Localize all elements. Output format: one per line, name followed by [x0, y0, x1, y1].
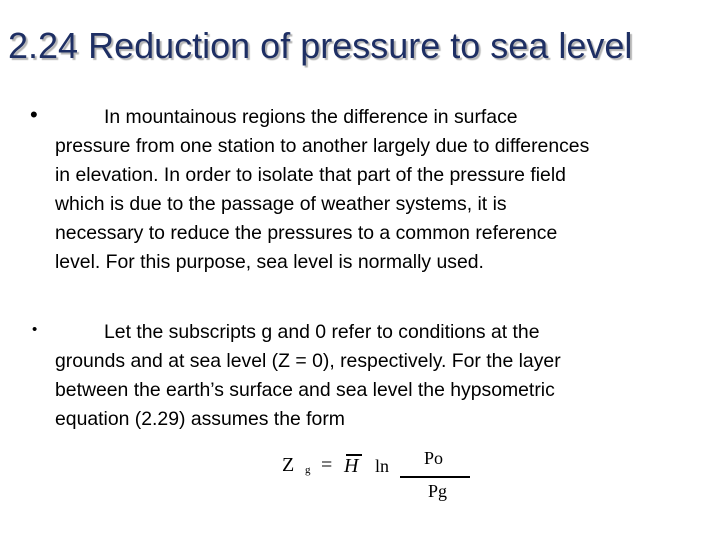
equation-z: Z [282, 454, 295, 476]
paragraph-line: In mountainous regions the difference in surface [104, 106, 518, 128]
paragraph-line: pressure from one station to another largely due to differences [55, 135, 590, 157]
equation-equals: = [321, 454, 333, 476]
equation-numerator: Po [424, 448, 444, 468]
paragraph-line: in elevation. In order to isolate that part of the pressure field [55, 164, 566, 186]
paragraph-line: level. For this purpose, sea level is normally used. [55, 251, 484, 273]
equation-ln: ln [375, 456, 390, 476]
bullet-paragraph-2 [55, 318, 561, 434]
fraction-bar [400, 476, 470, 478]
hypsometric-equation [282, 448, 482, 514]
equation-denominator: Pg [428, 481, 448, 501]
paragraph-line: necessary to reduce the pressures to a common reference [55, 222, 558, 244]
bullet-paragraph-1 [55, 103, 589, 277]
bullet-marker: • [32, 321, 38, 338]
slide-title: 2.24 Reduction of pressure to sea level [8, 25, 633, 66]
paragraph-line: Let the subscripts g and 0 refer to conditions at the [104, 321, 540, 343]
paragraph-line: which is due to the passage of weather systems, it is [55, 193, 507, 215]
equation-subscript-g: g [305, 464, 311, 476]
paragraph-line: equation (2.29) assumes the form [55, 408, 345, 430]
equation-scale-height: H [344, 455, 359, 477]
paragraph-line: grounds and at sea level (Z = 0), respectively. For the layer [55, 350, 561, 372]
bullet-marker: • [30, 102, 38, 127]
paragraph-line: between the earth’s surface and sea level the hypsometric [55, 379, 555, 401]
